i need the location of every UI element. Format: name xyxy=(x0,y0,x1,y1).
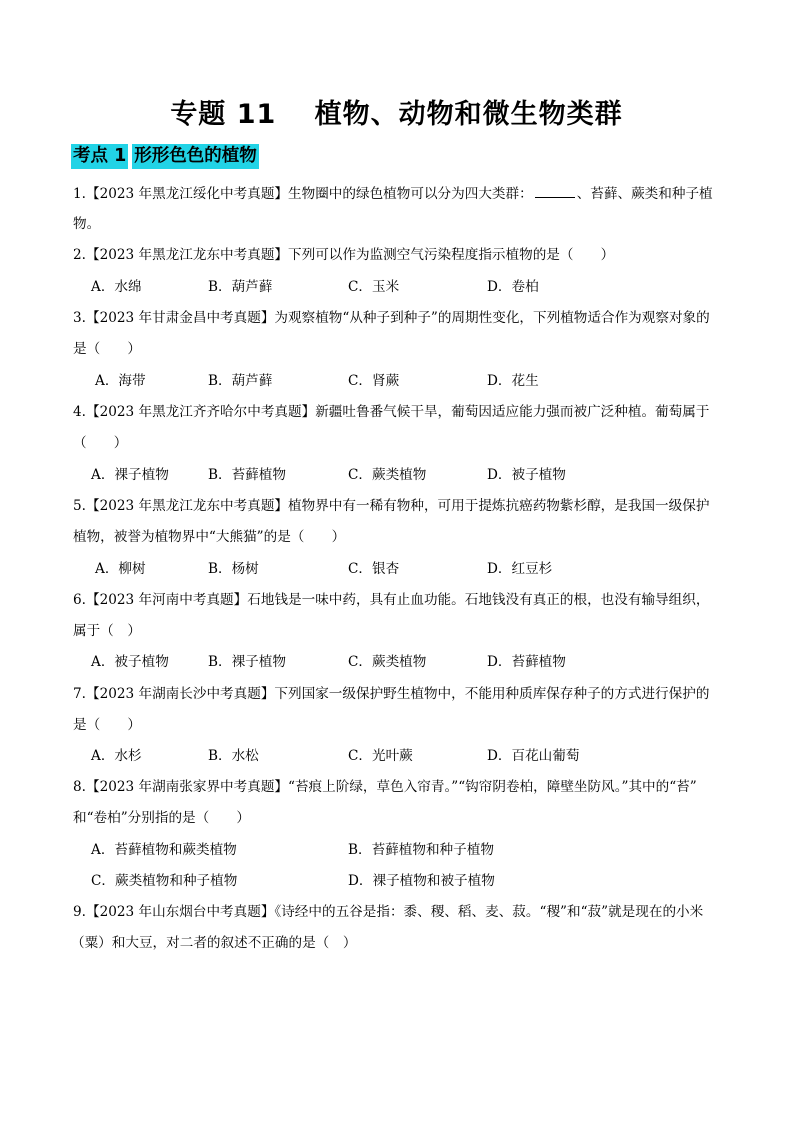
question-1-line-1 xyxy=(73,184,713,203)
question-6-stem-continued: 属于（ ） xyxy=(73,623,141,639)
question-3-option-d: D．花生 xyxy=(487,373,539,389)
question-4-stem-continued: （ ） xyxy=(73,435,128,451)
question-4-stem: 4.【2023 年黑龙江齐齐哈尔中考真题】新疆吐鲁番气候干旱，葡萄因适应能力强而被广泛种植。葡萄属于 xyxy=(73,404,710,420)
question-7-option-a: A．水杉 xyxy=(91,748,142,764)
question-8-option-b: B．苔藓植物和种子植物 xyxy=(348,842,494,858)
question-8-option-c: C．蕨类植物和种子植物 xyxy=(91,873,238,889)
question-7-stem: 7.【2023 年湖南长沙中考真题】下列国家一级保护野生植物中，不能用种质库保存种子的方式进行保护的 xyxy=(73,686,710,702)
question-6-option-d: D．苔藓植物 xyxy=(487,654,566,670)
question-4-option-d: D．被子植物 xyxy=(487,467,566,483)
question-9-stem-continued: （粟）和大豆，对二者的叙述不正确的是（ ） xyxy=(71,935,357,951)
question-2-option-a: A．水绵 xyxy=(91,279,142,295)
question-5-option-c: C．银杏 xyxy=(348,561,400,577)
question-1-line-2: 物。 xyxy=(73,216,101,232)
question-4-option-b: B．苔藓植物 xyxy=(208,467,286,483)
question-7-option-c: C．光叶蕨 xyxy=(348,748,413,764)
section-heading xyxy=(71,144,259,169)
question-2-option-c: C．玉米 xyxy=(348,279,400,295)
question-7-stem-continued: 是（ ） xyxy=(73,717,141,733)
question-3-stem-continued: 是（ ） xyxy=(73,341,141,357)
question-3-stem: 3.【2023 年甘肃金昌中考真题】为观察植物“从种子到种子”的周期性变化，下列植物适合作为观察对象的 xyxy=(73,310,710,326)
question-1-text: 1.【2023 年黑龙江绥化中考真题】生物圈中的绿色植物可以分为四大类群： xyxy=(73,186,533,202)
page-title: 专题 11 植物、动物和微生物类群 xyxy=(170,99,623,130)
question-5-option-b: B．杨树 xyxy=(208,561,259,577)
question-3-option-a: A．海带 xyxy=(95,373,146,389)
question-3-option-b: B．葫芦藓 xyxy=(208,373,273,389)
section-label: 考点 1 xyxy=(71,144,128,169)
question-2-option-b: B．葫芦藓 xyxy=(208,279,273,295)
question-6-option-b: B．裸子植物 xyxy=(208,654,286,670)
question-5-option-d: D．红豆杉 xyxy=(487,561,553,577)
question-3-option-c: C．肾蕨 xyxy=(348,373,400,389)
question-5-stem-continued: 植物，被誉为植物界中“大熊猫”的是（ ） xyxy=(73,529,346,545)
question-5-option-a: A．柳树 xyxy=(95,561,146,577)
question-4-option-a: A．裸子植物 xyxy=(91,467,169,483)
question-5-stem: 5.【2023 年黑龙江龙东中考真题】植物界中有一稀有物种，可用于提炼抗癌药物紫杉醇，是我国一级保护 xyxy=(73,498,710,514)
question-8-option-a: A．苔藓植物和蕨类植物 xyxy=(91,842,237,858)
question-7-option-d: D．百花山葡萄 xyxy=(487,748,580,764)
question-8-stem: 8.【2023 年湖南张家界中考真题】“苔痕上阶绿，草色入帘青。”“钩帘阴卷柏，障壁坐防风。”其中的“苔” xyxy=(73,779,697,795)
question-8-option-d: D．裸子植物和被子植物 xyxy=(348,873,495,889)
question-4-option-c: C．蕨类植物 xyxy=(348,467,427,483)
question-8-stem-continued: 和“卷柏”分别指的是（ ） xyxy=(73,810,251,826)
section-title: 形形色色的植物 xyxy=(132,144,259,169)
question-2-option-d: D．卷柏 xyxy=(487,279,539,295)
question-6-stem: 6.【2023 年河南中考真题】石地钱是一味中药，具有止血功能。石地钱没有真正的根，也没有输导组织， xyxy=(73,592,710,608)
question-1-text-continued: 、苔藓、蕨类和种子植 xyxy=(576,186,713,202)
question-9-stem: 9.【2023 年山东烟台中考真题】《诗经中的五谷是指：黍、稷、稻、麦、菽。“稷”和“菽”就是现在的小米 xyxy=(73,904,704,920)
question-7-option-b: B．水松 xyxy=(208,748,259,764)
answer-blank xyxy=(535,184,575,198)
question-2-stem: 2.【2023 年黑龙江龙东中考真题】下列可以作为监测空气污染程度指示植物的是（ ） xyxy=(73,247,615,263)
question-6-option-c: C．蕨类植物 xyxy=(348,654,427,670)
question-6-option-a: A．被子植物 xyxy=(91,654,169,670)
